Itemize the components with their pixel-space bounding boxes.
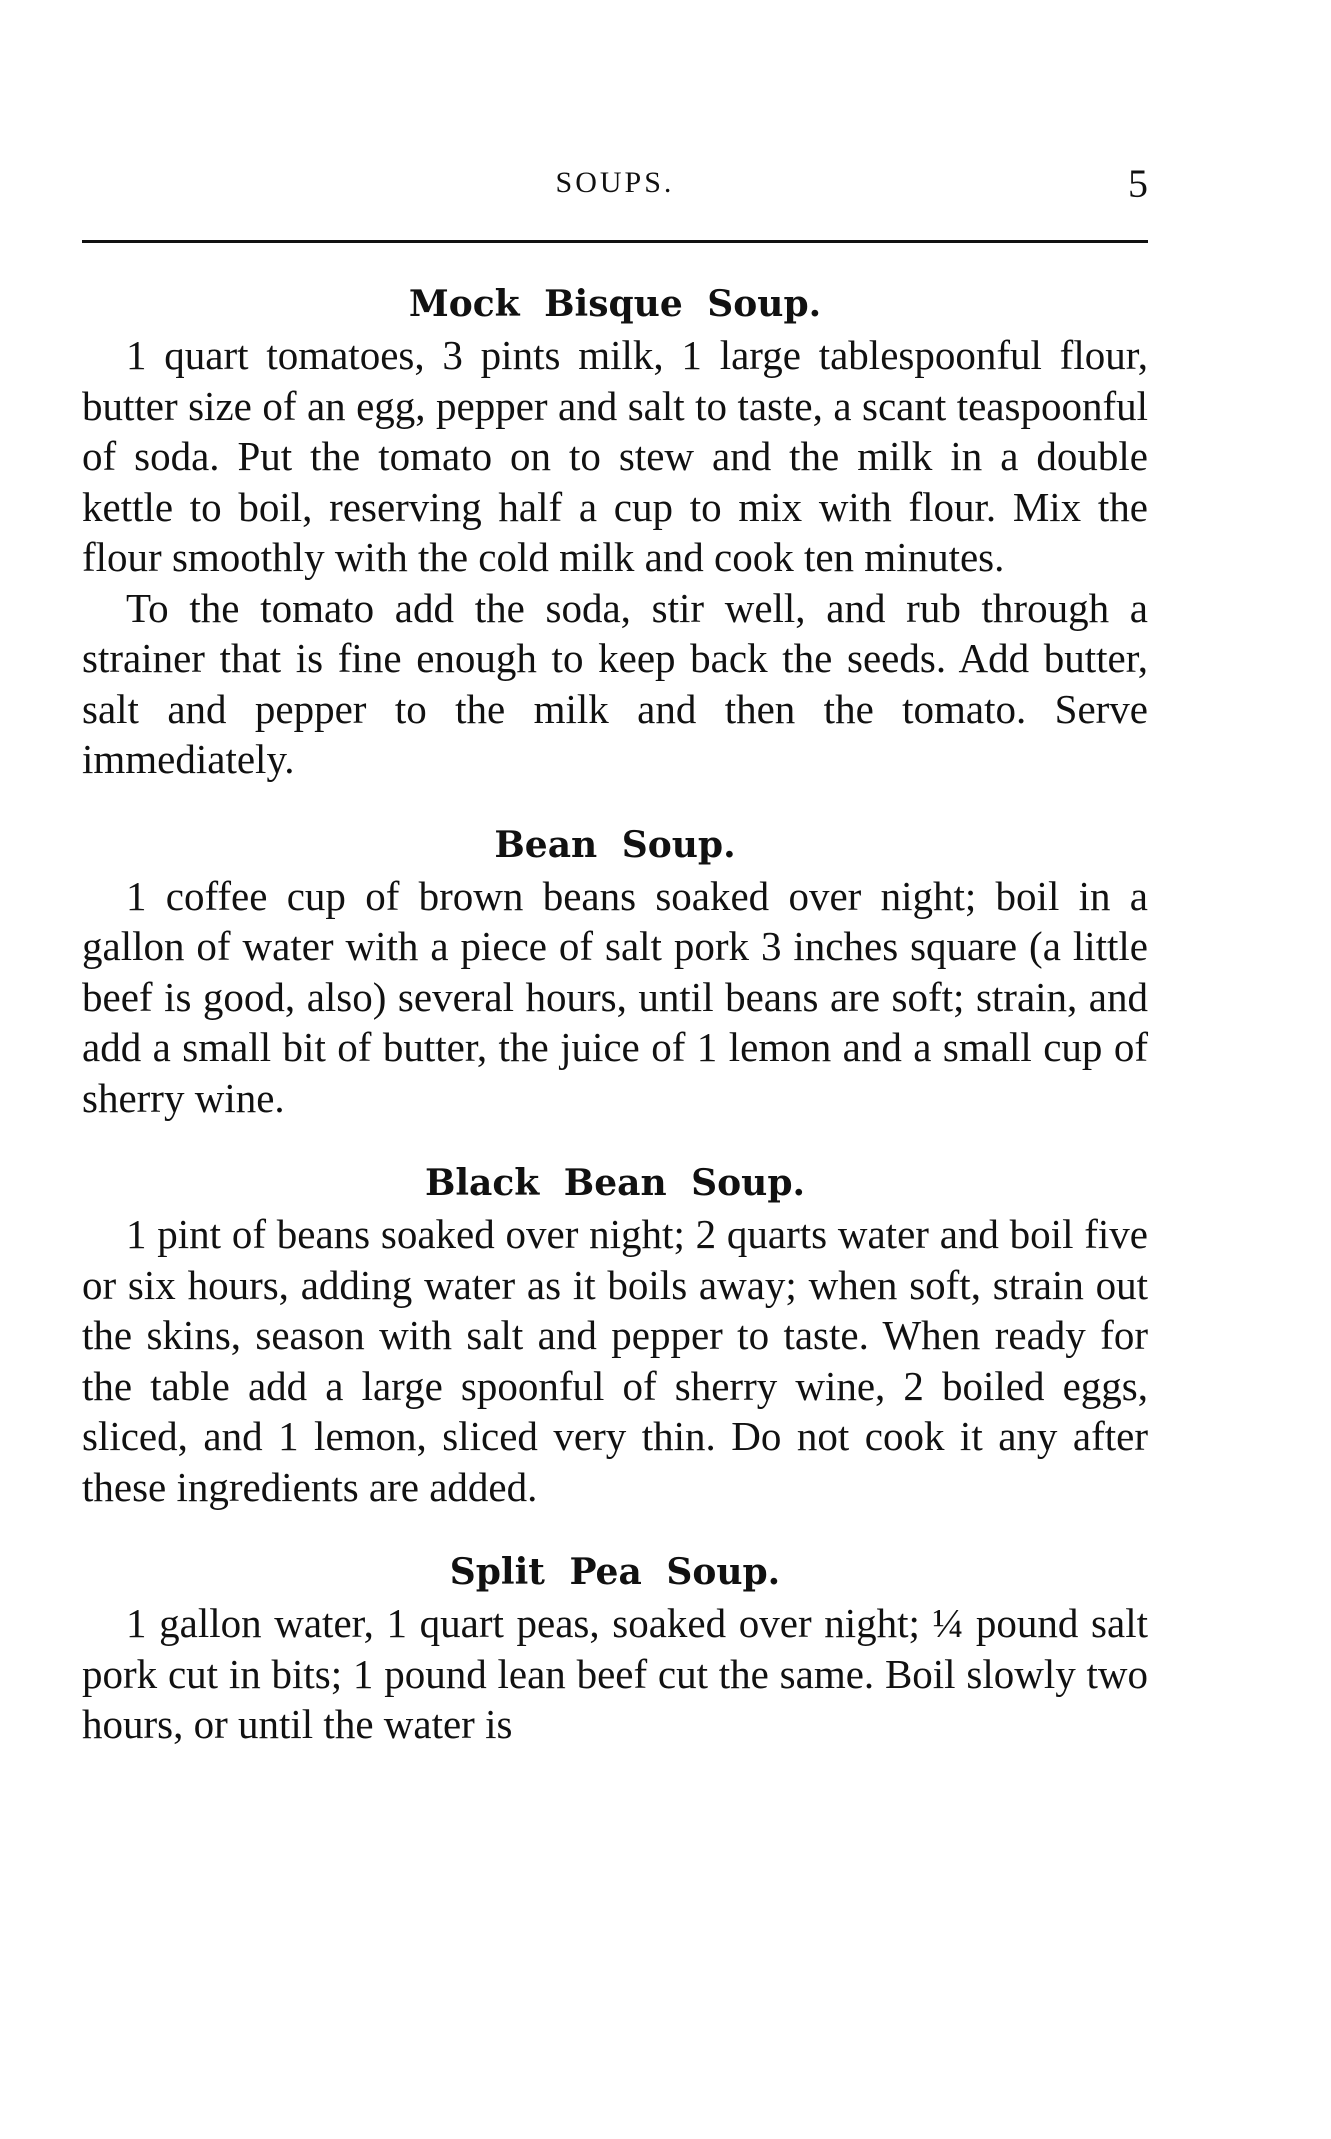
book-page <box>82 0 1148 2139</box>
running-head <box>82 160 1148 210</box>
recipe-paragraph: 1 gallon water, 1 quart peas, soaked over night; ¼ pound salt pork cut in bits; 1 pound lean beef cut the same. Boil slowly two hours, or until the water is <box>82 1600 1148 1747</box>
recipe-title-bean-soup: Bean Soup. <box>494 823 736 866</box>
section-gap <box>82 785 1148 819</box>
page-number: 5 <box>1128 161 1148 206</box>
section-gap <box>82 1512 1148 1546</box>
recipe-paragraph: 1 quart tomatoes, 3 pints milk, 1 large tablespoonful flour, butter size of an egg, pepper and salt to taste, a scant teaspoonful of soda. Put the tomato on to stew and the milk in a double kettle to boil, reserving half a cup to mix with flour. Mix the flour smoothly with the cold milk and cook ten minutes. <box>82 332 1148 580</box>
recipe-title-split-pea-soup: Split Pea Soup. <box>449 1551 781 1593</box>
section-gap <box>82 1123 1148 1157</box>
recipe-paragraph: To the tomato add the soda, stir well, and rub through a strainer that is fine enough to keep back the seeds. Add butter, salt and pepper to the milk and then the tomato. Serve immediately. <box>82 584 1148 782</box>
page-body <box>82 278 1148 1750</box>
recipe-paragraph: 1 coffee cup of brown beans soaked over night; boil in a gallon of water with a piece of salt pork 3 inches square (a little beef is good, also) several hours, until beans are soft; strain, and add a small bit of butter, the juice of 1 lemon and a small cup of sherry wine. <box>82 872 1148 1121</box>
header-rule <box>82 240 1148 243</box>
running-title: SOUPS. <box>555 166 675 199</box>
recipe-title-mock-bisque-soup: Mock Bisque Soup. <box>408 283 822 325</box>
recipe-paragraph: 1 pint of beans soaked over night; 2 quarts water and boil five or six hours, adding water as it boils away; when soft, strain out the skins, season with salt and pepper to taste. When ready for the table add a large spoonful of sherry wine, 2 boiled eggs, sliced, and 1 lemon, sliced very thin. Do not cook it any after these ingredients are added. <box>82 1211 1148 1510</box>
recipe-title-black-bean-soup: Black Bean Soup. <box>424 1162 806 1204</box>
